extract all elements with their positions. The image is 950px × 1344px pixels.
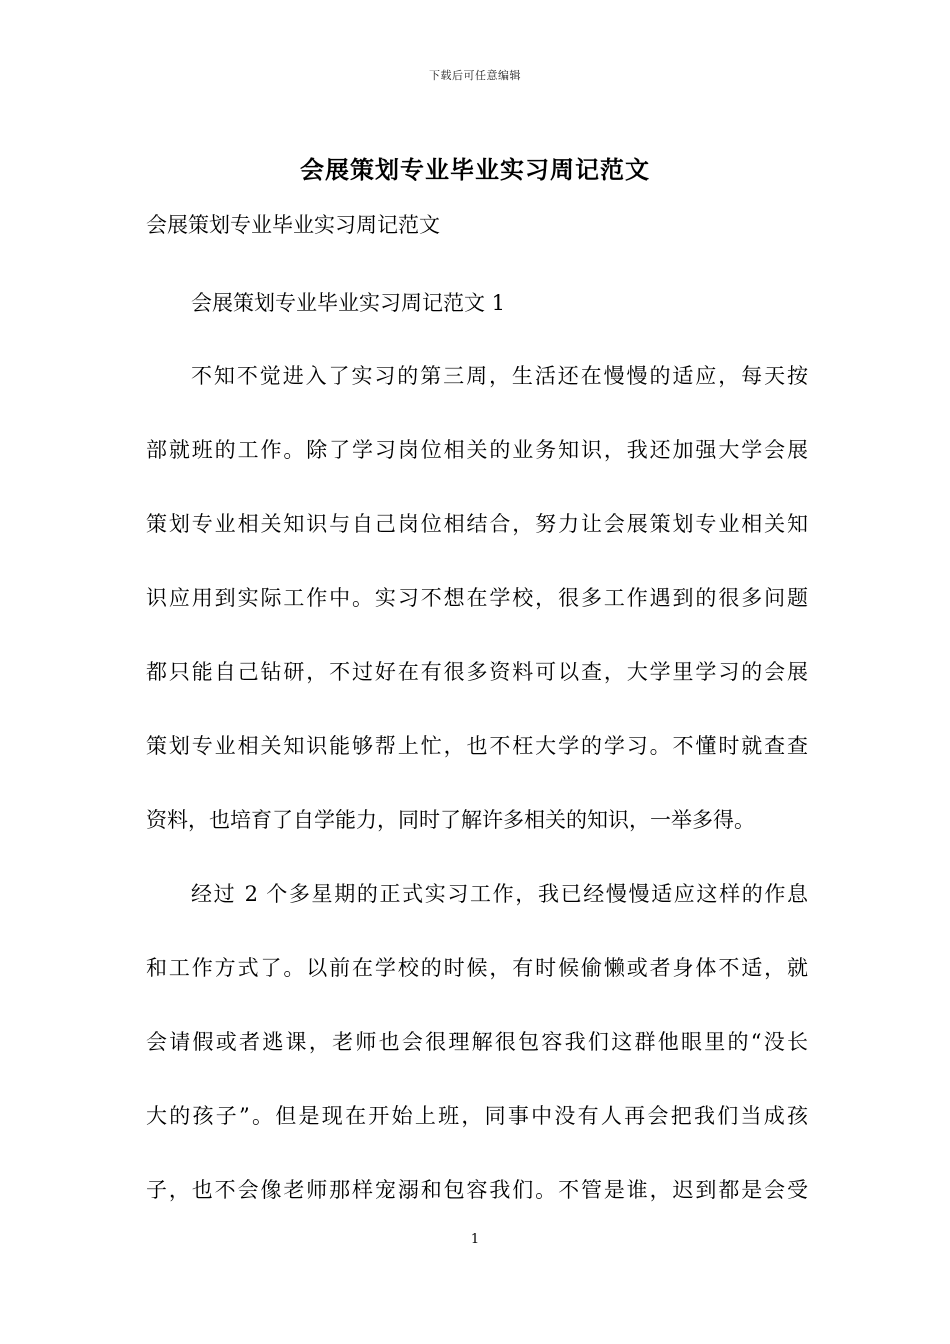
paragraph-line: 大的孩子”。但是现在开始上班，同事中没有人再会把我们当成孩 [146, 1104, 808, 1128]
paragraph-1 [146, 339, 808, 857]
paragraph-line: 资料，也培育了自学能力，同时了解许多相关的知识，一举多得。 [146, 808, 755, 832]
paragraph-line: 子，也不会像老师那样宠溺和包容我们。不管是谁，迟到都是会受 [146, 1178, 808, 1202]
paragraph-line: 部就班的工作。除了学习岗位相关的业务知识，我还加强大学会展 [146, 438, 808, 462]
paragraph-line: 策划专业相关知识与自己岗位相结合，努力让会展策划专业相关知 [146, 512, 808, 536]
section-heading: 会展策划专业毕业实习周记范文 1 [191, 291, 506, 315]
paragraph-line: 策划专业相关知识能够帮上忙，也不枉大学的学习。不懂时就查查 [146, 734, 808, 758]
page-number: 1 [470, 1232, 480, 1247]
paragraph-line: 不知不觉进入了实习的第三周，生活还在慢慢的适应，每天按 [191, 364, 808, 388]
paragraph-line: 经过 2 个多星期的正式实习工作，我已经慢慢适应这样的作息 [191, 882, 808, 906]
paragraph-line: 识应用到实际工作中。实习不想在学校，很多工作遇到的很多问题 [146, 586, 808, 610]
paragraph-2 [146, 857, 808, 1227]
paragraph-line: 会请假或者逃课，老师也会很理解很包容我们这群他眼里的“没长 [146, 1030, 808, 1054]
paragraph-line: 和工作方式了。以前在学校的时候，有时候偷懒或者身体不适，就 [146, 956, 808, 980]
header-note: 下载后可任意编辑 [429, 69, 521, 82]
document-subtitle: 会展策划专业毕业实习周记范文 [146, 213, 440, 237]
document-title: 会展策划专业毕业实习周记范文 [300, 155, 650, 184]
paragraph-line: 都只能自己钻研，不过好在有很多资料可以查，大学里学习的会展 [146, 660, 808, 684]
